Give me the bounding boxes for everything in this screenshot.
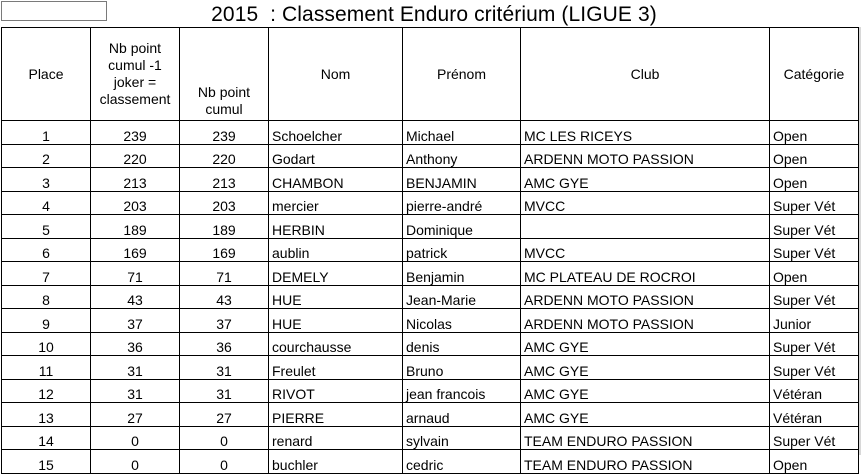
cell-categorie[interactable]: Super Vét (770, 215, 859, 239)
table-row (2, 356, 859, 380)
cell-place[interactable]: 11 (2, 356, 91, 380)
table-row (2, 379, 859, 403)
cell-points-joker[interactable]: 213 (91, 168, 180, 192)
cell-place[interactable]: 6 (2, 238, 91, 262)
cell-nom[interactable]: buchler (269, 450, 403, 474)
cell-points-joker[interactable]: 169 (91, 238, 180, 262)
cell-prenom[interactable]: Michael (403, 121, 521, 145)
cell-categorie[interactable]: Super Vét (770, 332, 859, 356)
cell-points-joker[interactable]: 239 (91, 121, 180, 145)
cell-prenom[interactable]: sylvain (403, 426, 521, 450)
cell-points-cumul[interactable]: 71 (180, 262, 269, 286)
cell-points-joker[interactable]: 71 (91, 262, 180, 286)
page-title: 2015 : Classement Enduro critérium (LIGUE 3) (211, 3, 657, 26)
ranking-table (1, 27, 859, 474)
cell-prenom[interactable]: Dominique (403, 215, 521, 239)
table-row (2, 332, 859, 356)
cell-prenom[interactable]: pierre-andré (403, 191, 521, 215)
cell-nom[interactable]: Godart (269, 144, 403, 168)
cell-club[interactable]: TEAM ENDURO PASSION (521, 426, 770, 450)
table-row (2, 450, 859, 474)
table-row (2, 426, 859, 450)
table-row (2, 285, 859, 309)
cell-club[interactable]: AMC GYE (521, 168, 770, 192)
cell-points-cumul[interactable]: 220 (180, 144, 269, 168)
cell-categorie[interactable]: Open (770, 168, 859, 192)
cell-points-joker[interactable]: 0 (91, 450, 180, 474)
table-row (2, 121, 859, 145)
cell-club[interactable]: ARDENN MOTO PASSION (521, 285, 770, 309)
cell-categorie[interactable]: Super Vét (770, 426, 859, 450)
cell-place[interactable]: 15 (2, 450, 91, 474)
cell-categorie[interactable]: Vétéran (770, 403, 859, 427)
table-row (2, 144, 859, 168)
cell-nom[interactable]: HUE (269, 285, 403, 309)
cell-categorie[interactable]: Super Vét (770, 191, 859, 215)
cell-points-joker[interactable]: 43 (91, 285, 180, 309)
cell-club[interactable]: MVCC (521, 238, 770, 262)
cell-points-joker[interactable]: 31 (91, 379, 180, 403)
cell-points-cumul[interactable]: 37 (180, 309, 269, 333)
cell-points-joker[interactable]: 0 (91, 426, 180, 450)
header-club: Club (521, 28, 770, 121)
cell-points-cumul[interactable]: 0 (180, 450, 269, 474)
cell-place[interactable]: 2 (2, 144, 91, 168)
cell-points-cumul[interactable]: 189 (180, 215, 269, 239)
table-row (2, 238, 859, 262)
cell-categorie[interactable]: Junior (770, 309, 859, 333)
cell-club[interactable]: ARDENN MOTO PASSION (521, 309, 770, 333)
cell-place[interactable]: 1 (2, 121, 91, 145)
cell-categorie[interactable]: Vétéran (770, 379, 859, 403)
cell-prenom[interactable]: Bruno (403, 356, 521, 380)
cell-nom[interactable]: RIVOT (269, 379, 403, 403)
cell-prenom[interactable]: jean francois (403, 379, 521, 403)
cell-prenom[interactable]: Benjamin (403, 262, 521, 286)
header-place: Place (2, 28, 91, 121)
cell-points-cumul[interactable]: 169 (180, 238, 269, 262)
table-row (2, 215, 859, 239)
cell-nom[interactable]: PIERRE (269, 403, 403, 427)
cell-place[interactable]: 10 (2, 332, 91, 356)
cell-prenom[interactable]: Jean-Marie (403, 285, 521, 309)
cell-categorie[interactable]: Open (770, 262, 859, 286)
cell-nom[interactable]: CHAMBON (269, 168, 403, 192)
cell-points-cumul[interactable]: 31 (180, 356, 269, 380)
table-row (2, 262, 859, 286)
header-row (2, 28, 859, 121)
cell-points-joker[interactable]: 203 (91, 191, 180, 215)
cell-place[interactable]: 7 (2, 262, 91, 286)
cell-categorie[interactable]: Open (770, 144, 859, 168)
cell-prenom[interactable]: Anthony (403, 144, 521, 168)
cell-points-joker[interactable]: 37 (91, 309, 180, 333)
table-row (2, 403, 859, 427)
cell-nom[interactable]: DEMELY (269, 262, 403, 286)
cell-nom[interactable]: renard (269, 426, 403, 450)
cell-place[interactable]: 14 (2, 426, 91, 450)
cell-categorie[interactable]: Open (770, 450, 859, 474)
cell-points-joker[interactable]: 220 (91, 144, 180, 168)
cell-points-cumul[interactable]: 213 (180, 168, 269, 192)
cell-club[interactable] (521, 215, 770, 239)
header-categorie: Catégorie (770, 28, 859, 121)
cell-club[interactable]: MC LES RICEYS (521, 121, 770, 145)
cell-points-joker[interactable]: 36 (91, 332, 180, 356)
cell-points-cumul[interactable]: 43 (180, 285, 269, 309)
cell-club[interactable]: MVCC (521, 191, 770, 215)
cell-prenom[interactable]: Nicolas (403, 309, 521, 333)
cell-categorie[interactable]: Super Vét (770, 238, 859, 262)
cell-place[interactable]: 9 (2, 309, 91, 333)
cell-prenom[interactable]: BENJAMIN (403, 168, 521, 192)
cell-club[interactable]: AMC GYE (521, 332, 770, 356)
cell-club[interactable]: MC PLATEAU DE ROCROI (521, 262, 770, 286)
cell-place[interactable]: 5 (2, 215, 91, 239)
cell-points-joker[interactable]: 189 (91, 215, 180, 239)
cell-points-cumul[interactable]: 203 (180, 191, 269, 215)
table-row (2, 168, 859, 192)
cell-prenom[interactable]: arnaud (403, 403, 521, 427)
cell-points-cumul[interactable]: 0 (180, 426, 269, 450)
cell-club[interactable]: AMC GYE (521, 379, 770, 403)
cell-nom[interactable]: courchausse (269, 332, 403, 356)
cell-place[interactable]: 13 (2, 403, 91, 427)
cell-prenom[interactable]: denis (403, 332, 521, 356)
cell-club[interactable]: TEAM ENDURO PASSION (521, 450, 770, 474)
cell-nom[interactable]: aublin (269, 238, 403, 262)
cell-points-joker[interactable]: 31 (91, 356, 180, 380)
cell-nom[interactable]: HERBIN (269, 215, 403, 239)
cell-nom[interactable]: Schoelcher (269, 121, 403, 145)
cell-points-cumul[interactable]: 31 (180, 379, 269, 403)
cell-prenom[interactable]: patrick (403, 238, 521, 262)
cell-club[interactable]: ARDENN MOTO PASSION (521, 144, 770, 168)
cell-points-cumul[interactable]: 36 (180, 332, 269, 356)
cell-place[interactable]: 8 (2, 285, 91, 309)
cell-categorie[interactable]: Super Vét (770, 356, 859, 380)
cell-nom[interactable]: HUE (269, 309, 403, 333)
cell-place[interactable]: 12 (2, 379, 91, 403)
table-row (2, 191, 859, 215)
cell-club[interactable]: AMC GYE (521, 356, 770, 380)
cell-nom[interactable]: Freulet (269, 356, 403, 380)
header-prenom: Prénom (403, 28, 521, 121)
cell-nom[interactable]: mercier (269, 191, 403, 215)
cell-club[interactable]: AMC GYE (521, 403, 770, 427)
table-row (2, 309, 859, 333)
cell-place[interactable]: 4 (2, 191, 91, 215)
header-nb-point-cumul: Nb point cumul (180, 28, 269, 121)
cell-points-cumul[interactable]: 27 (180, 403, 269, 427)
cell-prenom[interactable]: cedric (403, 450, 521, 474)
cell-categorie[interactable]: Open (770, 121, 859, 145)
cell-points-cumul[interactable]: 239 (180, 121, 269, 145)
cell-points-joker[interactable]: 27 (91, 403, 180, 427)
header-nb-point-joker: Nb point cumul -1 joker = classement (91, 28, 180, 121)
cell-place[interactable]: 3 (2, 168, 91, 192)
header-nom: Nom (269, 28, 403, 121)
cell-categorie[interactable]: Super Vét (770, 285, 859, 309)
